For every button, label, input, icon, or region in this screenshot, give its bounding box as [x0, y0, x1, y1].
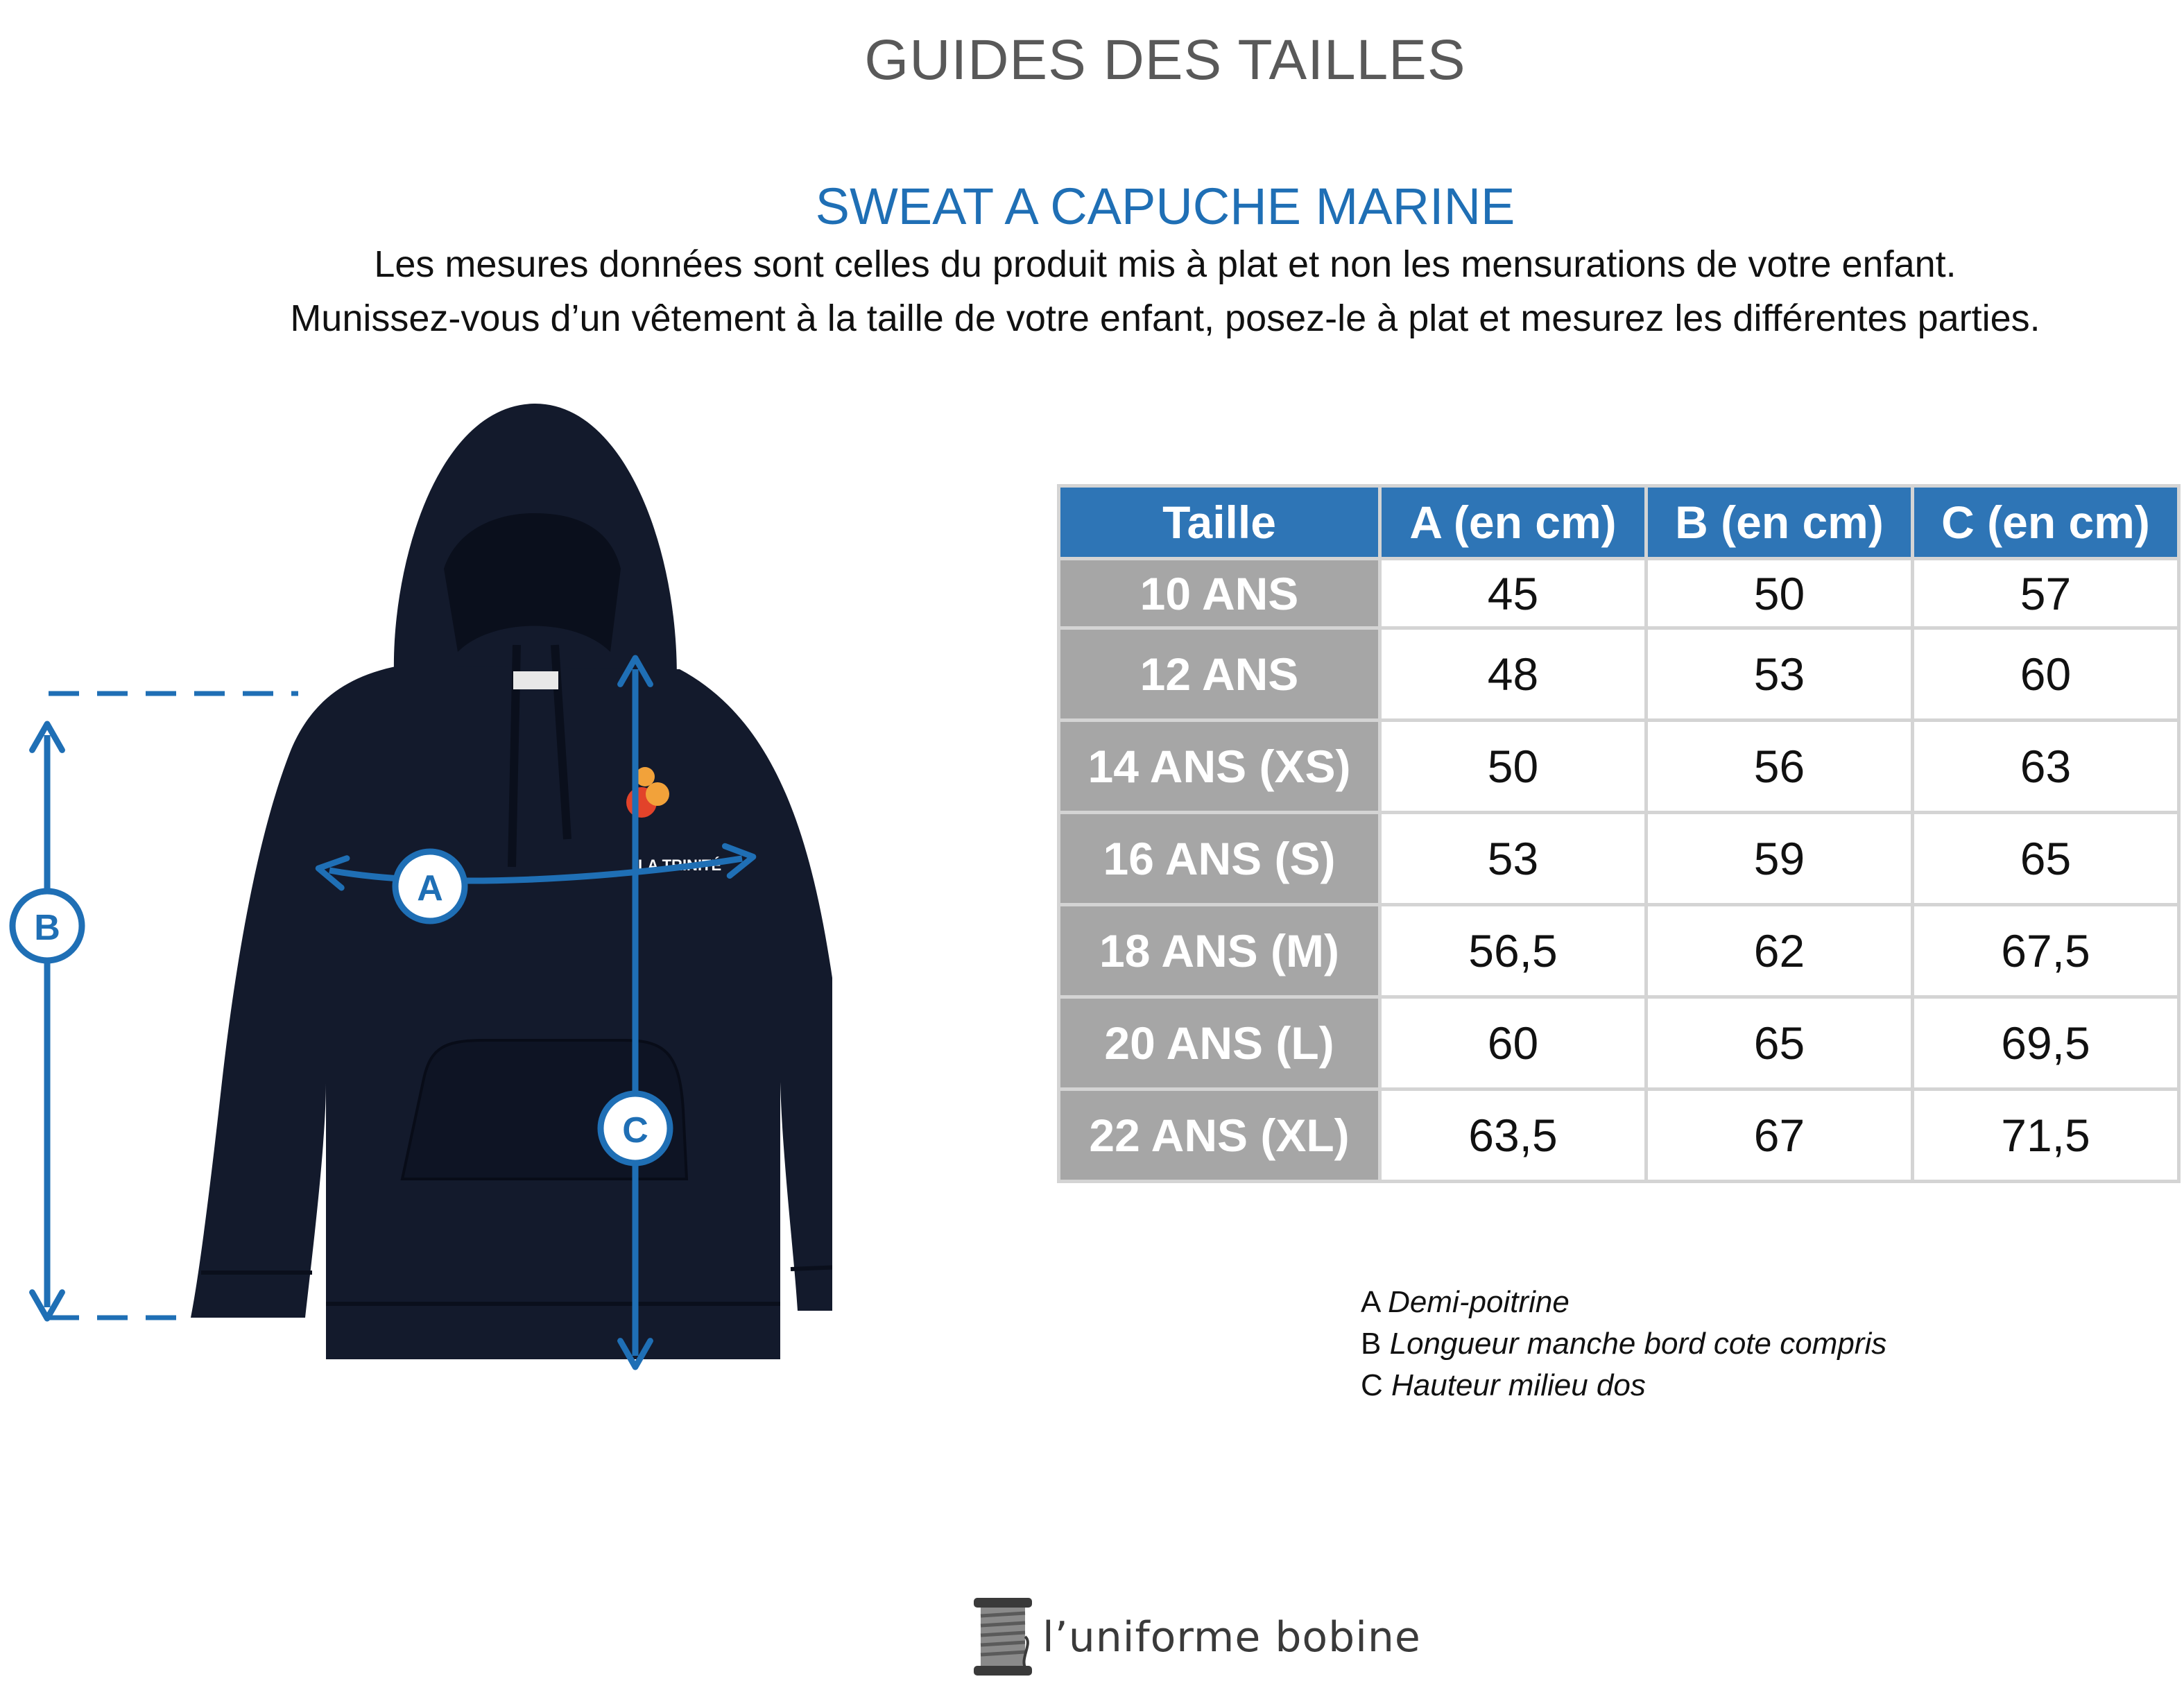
- value-b-cell: 65: [1646, 997, 1913, 1090]
- size-table: [1057, 484, 2181, 1183]
- legend-item: [1361, 1282, 1886, 1323]
- size-cell: 16 ANS (S): [1059, 813, 1380, 905]
- table-row: [1059, 628, 2179, 721]
- table-header-row: [1059, 486, 2179, 559]
- legend-text: Longueur manche bord cote compris: [1389, 1327, 1887, 1361]
- marker-b-label: B: [34, 908, 60, 948]
- size-cell: 10 ANS: [1059, 559, 1380, 628]
- legend-text: Hauteur milieu dos: [1391, 1368, 1646, 1402]
- value-a-cell: 45: [1380, 559, 1646, 628]
- table-row: [1059, 721, 2179, 813]
- value-b-cell: 59: [1646, 813, 1913, 905]
- value-b-cell: 53: [1646, 628, 1913, 721]
- hoodie-illustration: [0, 388, 832, 1394]
- marker-a-label: A: [417, 868, 443, 908]
- value-c-cell: 63: [1913, 721, 2179, 813]
- table-row: [1059, 905, 2179, 997]
- table-row: [1059, 1090, 2179, 1182]
- legend-item: [1361, 1323, 1886, 1365]
- value-c-cell: 71,5: [1913, 1090, 2179, 1182]
- table-row: [1059, 813, 2179, 905]
- legend-letter: B: [1361, 1327, 1382, 1361]
- size-cell: 22 ANS (XL): [1059, 1090, 1380, 1182]
- value-a-cell: 56,5: [1380, 905, 1646, 997]
- value-b-cell: 62: [1646, 905, 1913, 997]
- legend-item: [1361, 1365, 1886, 1406]
- size-cell: 14 ANS (XS): [1059, 721, 1380, 813]
- page-title: GUIDES DES TAILLES: [864, 28, 1466, 92]
- value-a-cell: 63,5: [1380, 1090, 1646, 1182]
- header-b: B (en cm): [1646, 486, 1913, 559]
- legend-letter: C: [1361, 1368, 1383, 1402]
- header-size: Taille: [1059, 486, 1380, 559]
- intro-line-2: Munissez-vous d’un vêtement à la taille de votre enfant, posez-le à plat et mesurez les différentes parties.: [290, 298, 2040, 339]
- legend-text: Demi-poitrine: [1388, 1285, 1570, 1319]
- spool-icon: [968, 1595, 1038, 1678]
- print-text: LA TRINITÉ: [638, 856, 722, 874]
- value-a-cell: 60: [1380, 997, 1646, 1090]
- marker-c-label: C: [622, 1110, 648, 1151]
- header-a: A (en cm): [1380, 486, 1646, 559]
- value-b-cell: 50: [1646, 559, 1913, 628]
- table-row: [1059, 997, 2179, 1090]
- value-c-cell: 65: [1913, 813, 2179, 905]
- table-row: [1059, 559, 2179, 628]
- intro-line-1: Les mesures données sont celles du produit mis à plat et non les mensurations de votre enfant.: [374, 243, 1957, 285]
- measurement-legend: [1361, 1282, 1886, 1406]
- value-a-cell: 53: [1380, 813, 1646, 905]
- size-cell: 20 ANS (L): [1059, 997, 1380, 1090]
- value-c-cell: 60: [1913, 628, 2179, 721]
- value-c-cell: 67,5: [1913, 905, 2179, 997]
- legend-letter: A: [1361, 1285, 1379, 1319]
- brand-name: l’uniforme bobine: [1042, 1613, 1421, 1662]
- product-title: SWEAT A CAPUCHE MARINE: [815, 178, 1515, 235]
- value-a-cell: 48: [1380, 628, 1646, 721]
- value-b-cell: 56: [1646, 721, 1913, 813]
- value-a-cell: 50: [1380, 721, 1646, 813]
- size-cell: 12 ANS: [1059, 628, 1380, 721]
- header-c: C (en cm): [1913, 486, 2179, 559]
- value-c-cell: 57: [1913, 559, 2179, 628]
- value-b-cell: 67: [1646, 1090, 1913, 1182]
- size-cell: 18 ANS (M): [1059, 905, 1380, 997]
- value-c-cell: 69,5: [1913, 997, 2179, 1090]
